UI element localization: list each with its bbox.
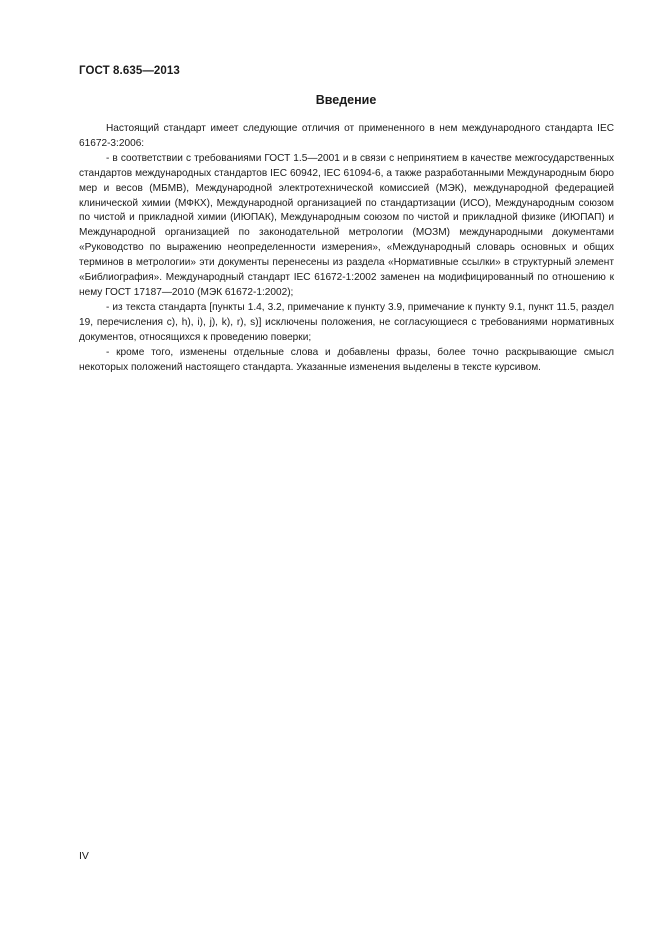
section-title: Введение [315, 93, 377, 107]
paragraph-differences-intro: Настоящий стандарт имеет следующие отличия от примененного в нем международного стандарта IEC 61672-3:2006: [79, 123, 614, 149]
page-number: IV [79, 850, 89, 862]
paragraph-italic-changes: - кроме того, изменены отдельные слова и добавлены фразы, более точно раскрывающие смысл некоторых положений настоящего стандарта. Указанные изменения выделены в тексте курсивом. [79, 346, 614, 373]
paragraph-excluded-provisions: - из текста стандарта [пункты 1.4, 3.2, примечание к пункту 3.9, примечание к пункту 9.1, пункт 11.5, раздел 19, перечисления c), h), i), j), k), r), s)] исключены положения, не согласующиеся с требованиями нормативных документов, относящихся к проведению поверки; [79, 301, 614, 343]
paragraph-standards-transfer: - в соответствии с требованиями ГОСТ 1.5—2001 и в связи с непринятием в качестве межгосударственных стандартов международных стандартов IEC 60942, IEC 61094-6, а также разработанными Международным бюро мер и весов (МБМВ), Международной электротехнической комиссией (МЭК), международной федерацией клинической химии (МФКХ), Международной организацией по стандартизации (ИСО), Международным союзом по чистой и прикладной химии (ИЮПАК), Международным союзом по чистой и прикладной физике (ИЮПАП) и Международной организацией по законодательной метрологии (МОЗМ) международными документами «Руководство по выражению неопределенности измерения», «Международный словарь основных и общих терминов в метрологии» эти документы перенесены из раздела «Нормативные ссылки» в структурный элемент «Библиография». Международный стандарт IEC 61672-1:2002 заменен на модифицированный по отношению к нему ГОСТ 17187—2010 (МЭК 61672-1:2002); [79, 152, 614, 298]
introduction-body [79, 122, 614, 375]
document-header-code: ГОСТ 8.635—2013 [79, 65, 180, 77]
